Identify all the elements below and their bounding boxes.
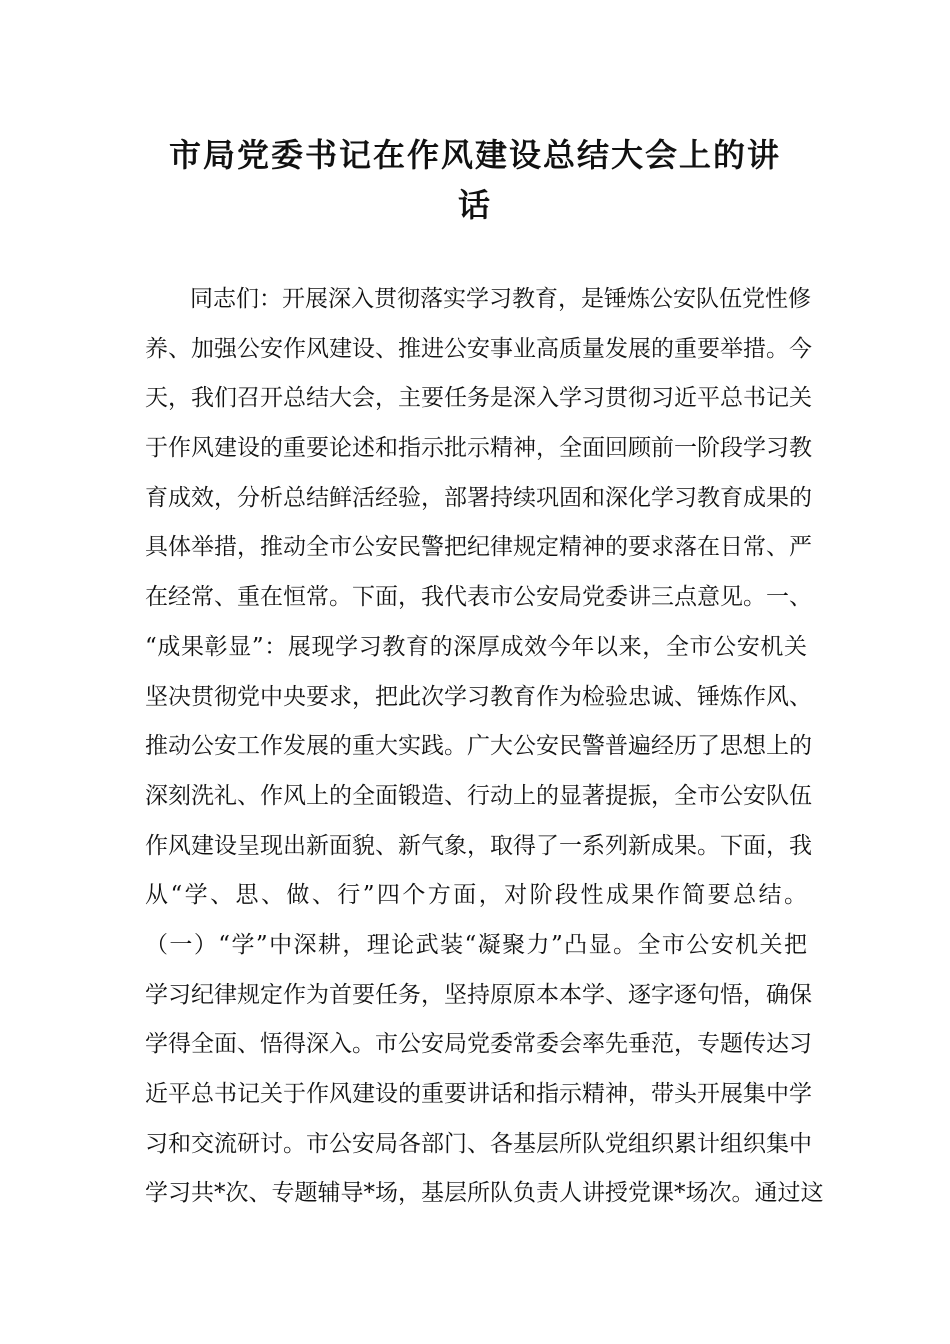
body-line: 近平总书记关于作风建设的重要讲话和指示精神，带头开展集中学 — [145, 1081, 812, 1107]
title-line-1: 市局党委书记在作风建设总结大会上的讲 — [168, 136, 781, 174]
document-title — [0, 130, 950, 230]
body-line: 推动公安工作发展的重大实践。广大公安民警普遍经历了思想上的 — [145, 733, 812, 760]
body-line: （一）“学”中深耕，理论武装“凝聚力”凸显。全市公安机关把 — [145, 931, 807, 958]
body-line: 习和交流研讨。市公安局各部门、各基层所队党组织累计组织集中 — [145, 1130, 812, 1157]
body-line: 学习共*次、专题辅导*场，基层所队负责人讲授党课*场次。通过这 — [145, 1180, 824, 1207]
body-line: 于作风建设的重要论述和指示批示精神，全面回顾前一阶段学习教 — [145, 435, 812, 462]
document-body — [145, 275, 824, 1219]
body-line: 学习纪律规定作为首要任务，坚持原原本本学、逐字逐句悟，确保 — [145, 981, 812, 1008]
body-line: 育成效，分析总结鲜活经验，部署持续巩固和深化学习教育成果的 — [145, 484, 812, 511]
body-line: 养、加强公安作风建设、推进公安事业高质量发展的重要举措。今 — [145, 335, 812, 362]
body-line: 深刻洗礼、作风上的全面锻造、行动上的显著提振，全市公安队伍 — [145, 782, 812, 809]
body-line: 从“学、思、做、行”四个方面，对阶段性成果作简要总结。 — [145, 882, 807, 909]
body-line: 学得全面、悟得深入。市公安局党委常委会率先垂范，专题传达习 — [145, 1031, 812, 1058]
body-line: 天，我们召开总结大会，主要任务是深入学习贯彻习近平总书记关 — [145, 385, 812, 412]
body-line: 具体举措，推动全市公安民警把纪律规定精神的要求落在日常、严 — [145, 534, 812, 561]
body-line: 作风建设呈现出新面貌、新气象，取得了一系列新成果。下面，我 — [145, 832, 812, 859]
body-line: 同志们：开展深入贯彻落实学习教育，是锤炼公安队伍党性修 — [190, 286, 811, 312]
body-line: 坚决贯彻党中央要求，把此次学习教育作为检验忠诚、锤炼作风、 — [145, 683, 812, 710]
body-line: 在经常、重在恒常。下面，我代表市公安局党委讲三点意见。一、 — [145, 584, 812, 611]
title-line-2: 话 — [457, 186, 492, 224]
body-line: “成果彰显”：展现学习教育的深厚成效今年以来，全市公安机关 — [145, 633, 807, 660]
